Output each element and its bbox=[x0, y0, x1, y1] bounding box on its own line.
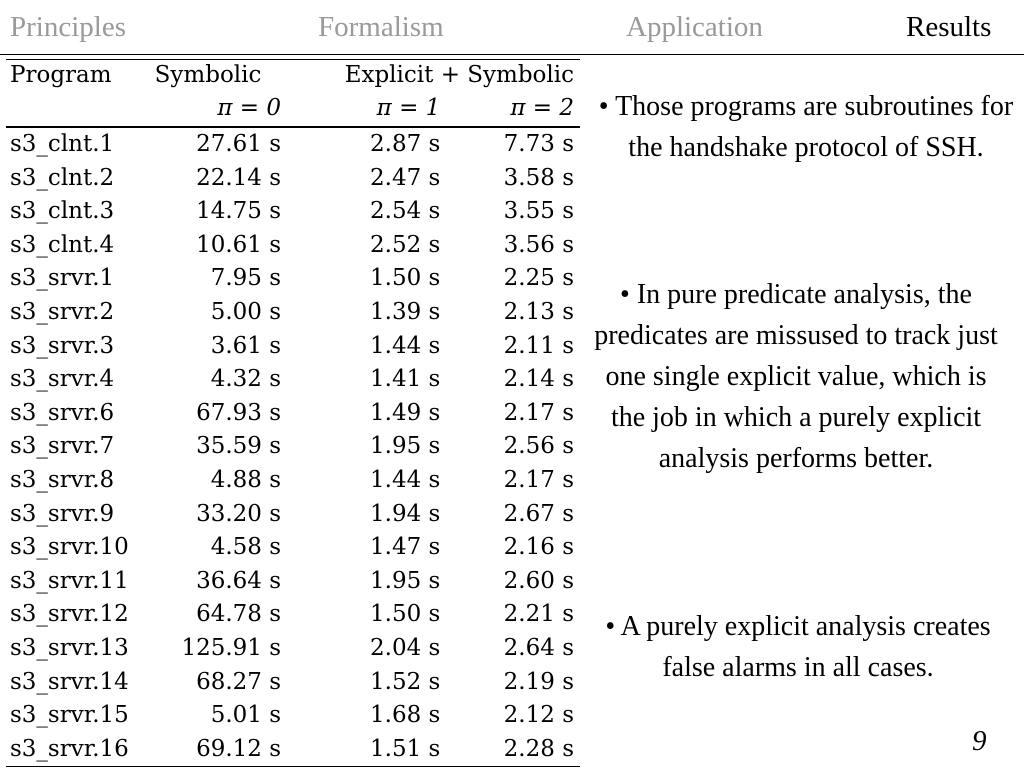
cell-explicit-pi1: 1.50 s bbox=[370, 601, 441, 628]
cell-explicit-pi1: 2.47 s bbox=[370, 164, 441, 191]
column-header-program: Program bbox=[10, 62, 112, 88]
cell-program: s3_srvr.10 bbox=[10, 534, 129, 561]
cell-explicit-pi2: 2.14 s bbox=[503, 366, 574, 393]
cell-symbolic-pi0: 4.88 s bbox=[210, 466, 282, 493]
column-header-explicit-symbolic: Explicit + Symbolic bbox=[344, 62, 574, 88]
cell-program: s3_clnt.3 bbox=[10, 198, 115, 225]
column-subheader-pi2: π = 2 bbox=[510, 95, 574, 121]
cell-explicit-pi1: 1.49 s bbox=[370, 399, 441, 426]
cell-explicit-pi2: 2.64 s bbox=[503, 634, 574, 661]
cell-program: s3_clnt.1 bbox=[10, 131, 115, 157]
cell-explicit-pi2: 2.17 s bbox=[503, 466, 574, 493]
nav-item-formalism[interactable]: Formalism bbox=[318, 11, 444, 43]
cell-explicit-pi2: 2.21 s bbox=[503, 601, 574, 628]
table-row bbox=[6, 330, 580, 364]
table-row bbox=[6, 127, 580, 162]
nav-item-results[interactable]: Results bbox=[906, 11, 992, 43]
cell-program: s3_clnt.2 bbox=[10, 164, 115, 191]
cell-explicit-pi1: 1.95 s bbox=[370, 433, 441, 460]
cell-program: s3_srvr.6 bbox=[10, 399, 115, 426]
cell-explicit-pi1: 1.94 s bbox=[370, 500, 441, 527]
table-row bbox=[6, 363, 580, 397]
cell-symbolic-pi0: 5.01 s bbox=[210, 702, 282, 729]
nav-item-application[interactable]: Application bbox=[626, 11, 763, 43]
table-row bbox=[6, 229, 580, 263]
cell-explicit-pi1: 1.52 s bbox=[370, 668, 441, 695]
cell-symbolic-pi0: 4.32 s bbox=[210, 366, 282, 393]
page-number: 9 bbox=[972, 725, 987, 757]
table-row bbox=[6, 565, 580, 599]
column-subheader-empty bbox=[6, 90, 147, 127]
column-subheader-pi0: π = 0 bbox=[217, 95, 282, 121]
cell-symbolic-pi0: 36.64 s bbox=[196, 567, 282, 594]
note-false-alarms: • A purely explicit analysis creates false alarms in all cases. bbox=[605, 611, 991, 683]
cell-explicit-pi1: 2.04 s bbox=[370, 634, 441, 661]
cell-symbolic-pi0: 67.93 s bbox=[196, 399, 282, 426]
cell-explicit-pi2: 2.28 s bbox=[503, 735, 574, 762]
cell-explicit-pi2: 2.67 s bbox=[503, 500, 574, 527]
cell-program: s3_srvr.12 bbox=[10, 601, 129, 628]
cell-symbolic-pi0: 27.61 s bbox=[196, 131, 282, 157]
table-row bbox=[6, 666, 580, 700]
cell-symbolic-pi0: 4.58 s bbox=[210, 534, 282, 561]
cell-explicit-pi2: 3.56 s bbox=[503, 231, 574, 258]
cell-program: s3_srvr.7 bbox=[10, 433, 115, 460]
cell-explicit-pi2: 2.56 s bbox=[503, 433, 574, 460]
cell-explicit-pi1: 1.47 s bbox=[370, 534, 441, 561]
cell-symbolic-pi0: 3.61 s bbox=[210, 332, 282, 359]
cell-program: s3_srvr.9 bbox=[10, 500, 115, 527]
cell-symbolic-pi0: 64.78 s bbox=[196, 601, 282, 628]
table-row bbox=[6, 262, 580, 296]
table-row bbox=[6, 498, 580, 532]
cell-explicit-pi1: 1.51 s bbox=[370, 735, 441, 762]
cell-symbolic-pi0: 125.91 s bbox=[181, 634, 282, 661]
table-row bbox=[6, 733, 580, 767]
table-row bbox=[6, 699, 580, 733]
cell-symbolic-pi0: 33.20 s bbox=[196, 500, 282, 527]
cell-explicit-pi1: 1.44 s bbox=[370, 466, 441, 493]
cell-symbolic-pi0: 35.59 s bbox=[196, 433, 282, 460]
cell-program: s3_clnt.4 bbox=[10, 231, 115, 258]
cell-explicit-pi2: 3.58 s bbox=[503, 164, 574, 191]
cell-explicit-pi1: 1.41 s bbox=[370, 366, 441, 393]
cell-program: s3_srvr.1 bbox=[10, 265, 115, 292]
cell-symbolic-pi0: 5.00 s bbox=[210, 298, 282, 325]
cell-explicit-pi1: 1.39 s bbox=[370, 298, 441, 325]
cell-explicit-pi2: 7.73 s bbox=[503, 131, 574, 157]
cell-program: s3_srvr.8 bbox=[10, 466, 115, 493]
cell-program: s3_srvr.2 bbox=[10, 298, 115, 325]
cell-explicit-pi2: 2.12 s bbox=[503, 702, 574, 729]
cell-symbolic-pi0: 7.95 s bbox=[210, 265, 282, 292]
table-row bbox=[6, 162, 580, 196]
cell-explicit-pi2: 2.13 s bbox=[503, 298, 574, 325]
cell-explicit-pi2: 2.25 s bbox=[503, 265, 574, 292]
note-ssh-subroutines: • Those programs are subroutines for the handshake protocol of SSH. bbox=[598, 91, 1014, 163]
cell-explicit-pi2: 2.60 s bbox=[503, 567, 574, 594]
table-row bbox=[6, 598, 580, 632]
cell-program: s3_srvr.3 bbox=[10, 332, 115, 359]
cell-symbolic-pi0: 10.61 s bbox=[196, 231, 282, 258]
cell-explicit-pi2: 2.16 s bbox=[503, 534, 574, 561]
cell-program: s3_srvr.16 bbox=[10, 735, 129, 762]
cell-program: s3_srvr.14 bbox=[10, 668, 129, 695]
table-row bbox=[6, 464, 580, 498]
table-subheader-row bbox=[6, 90, 580, 127]
cell-explicit-pi1: 2.54 s bbox=[370, 198, 441, 225]
table-body bbox=[6, 127, 580, 767]
table-row bbox=[6, 632, 580, 666]
cell-program: s3_srvr.13 bbox=[10, 634, 129, 661]
cell-explicit-pi2: 3.55 s bbox=[503, 198, 574, 225]
column-header-symbolic: Symbolic bbox=[154, 62, 262, 88]
cell-symbolic-pi0: 68.27 s bbox=[196, 668, 282, 695]
cell-program: s3_srvr.15 bbox=[10, 702, 129, 729]
table-row bbox=[6, 195, 580, 229]
cell-symbolic-pi0: 69.12 s bbox=[196, 735, 282, 762]
table-header-row bbox=[6, 60, 580, 91]
cell-program: s3_srvr.11 bbox=[10, 567, 129, 594]
cell-explicit-pi2: 2.19 s bbox=[503, 668, 574, 695]
cell-explicit-pi1: 2.52 s bbox=[370, 231, 441, 258]
cell-symbolic-pi0: 14.75 s bbox=[196, 198, 282, 225]
results-table bbox=[6, 59, 580, 767]
section-navigation bbox=[0, 0, 1024, 55]
note-predicate-analysis: • In pure predicate analysis, the predicates are missused to track just one single explicit value, which is the job in which a purely explicit analysis performs better. bbox=[594, 279, 998, 474]
results-table-container bbox=[6, 59, 580, 767]
column-subheader-pi1: π = 1 bbox=[376, 95, 441, 121]
table-row bbox=[6, 531, 580, 565]
table-row bbox=[6, 430, 580, 464]
cell-explicit-pi1: 1.44 s bbox=[370, 332, 441, 359]
cell-explicit-pi1: 2.87 s bbox=[370, 131, 441, 157]
cell-explicit-pi1: 1.68 s bbox=[370, 702, 441, 729]
table-row bbox=[6, 397, 580, 431]
cell-program: s3_srvr.4 bbox=[10, 366, 115, 393]
cell-explicit-pi1: 1.50 s bbox=[370, 265, 441, 292]
cell-explicit-pi2: 2.11 s bbox=[503, 332, 574, 359]
cell-symbolic-pi0: 22.14 s bbox=[196, 164, 282, 191]
nav-item-principles[interactable]: Principles bbox=[10, 11, 126, 43]
cell-explicit-pi2: 2.17 s bbox=[503, 399, 574, 426]
cell-explicit-pi1: 1.95 s bbox=[370, 567, 441, 594]
table-row bbox=[6, 296, 580, 330]
